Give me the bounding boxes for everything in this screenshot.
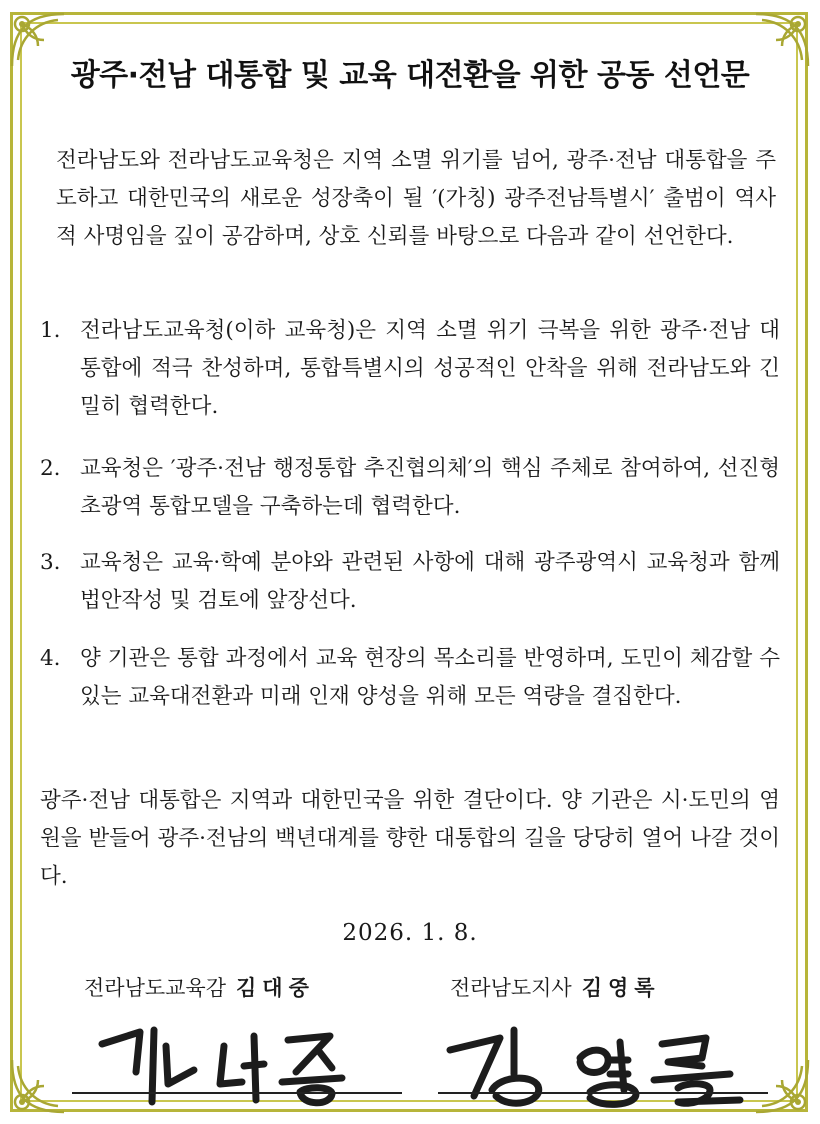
signatory-role: 전라남도교육감	[84, 976, 227, 1000]
handwritten-signature-right	[440, 1010, 790, 1120]
item-number: 1.	[40, 318, 61, 343]
signatory-role: 전라남도지사	[450, 976, 572, 1000]
signatory-left	[84, 972, 315, 1002]
item-text: 교육청은 교육·학예 분야와 관련된 사항에 대해 광주광역시 교육청과 함께 법안작성 및 검토에 앞장선다.	[80, 550, 780, 613]
handwritten-signature-left	[96, 1010, 396, 1120]
signature-line-right	[438, 1092, 768, 1094]
page-title: 광주·전남 대통합 및 교육 대전환을 위한 공동 선언문	[70, 58, 750, 93]
list-item	[40, 312, 780, 426]
list-item	[40, 544, 780, 620]
item-number: 3.	[40, 550, 61, 575]
item-text: 양 기관은 통합 과정에서 교육 현장의 목소리를 반영하며, 도민이 체감할 수 있는 교육대전환과 미래 인재 양성을 위해 모든 역량을 결집한다.	[80, 646, 780, 709]
signatory-name: 김대중	[236, 976, 315, 1000]
intro-paragraph: 전라남도와 전라남도교육청은 지역 소멸 위기를 넘어, 광주·전남 대통합을 주도하고 대한민국의 새로운 성장축이 될 ′(가칭) 광주전남특별시′ 출범이 역사적 사명임을 깊이 공감하며, 상호 신뢰를 바탕으로 다음과 같이 선언한다.	[56, 148, 776, 249]
signature-line-left	[72, 1092, 402, 1094]
item-number: 2.	[40, 456, 61, 481]
list-item	[40, 450, 780, 526]
list-item	[40, 640, 780, 716]
document-date: 2026. 1. 8.	[342, 920, 478, 946]
signatory-right	[450, 972, 661, 1002]
item-number: 4.	[40, 646, 61, 671]
item-text: 전라남도교육청(이하 교육청)은 지역 소멸 위기 극복을 위한 광주·전남 대통합에 적극 찬성하며, 통합특별시의 성공적인 안착을 위해 전라남도와 긴밀히 협력한다.	[80, 318, 780, 419]
closing-paragraph: 광주·전남 대통합은 지역과 대한민국을 위한 결단이다. 양 기관은 시·도민의 염원을 받들어 광주·전남의 백년대계를 향한 대통합의 길을 당당히 열어 나갈 것이다.	[40, 788, 780, 889]
signatory-name: 김영록	[581, 976, 661, 1000]
item-text: 교육청은 ′광주·전남 행정통합 추진협의체′의 핵심 주체로 참여하여, 선진형 초광역 통합모델을 구축하는데 협력한다.	[80, 456, 780, 519]
floral-corner-ornament-icon	[8, 1056, 68, 1116]
